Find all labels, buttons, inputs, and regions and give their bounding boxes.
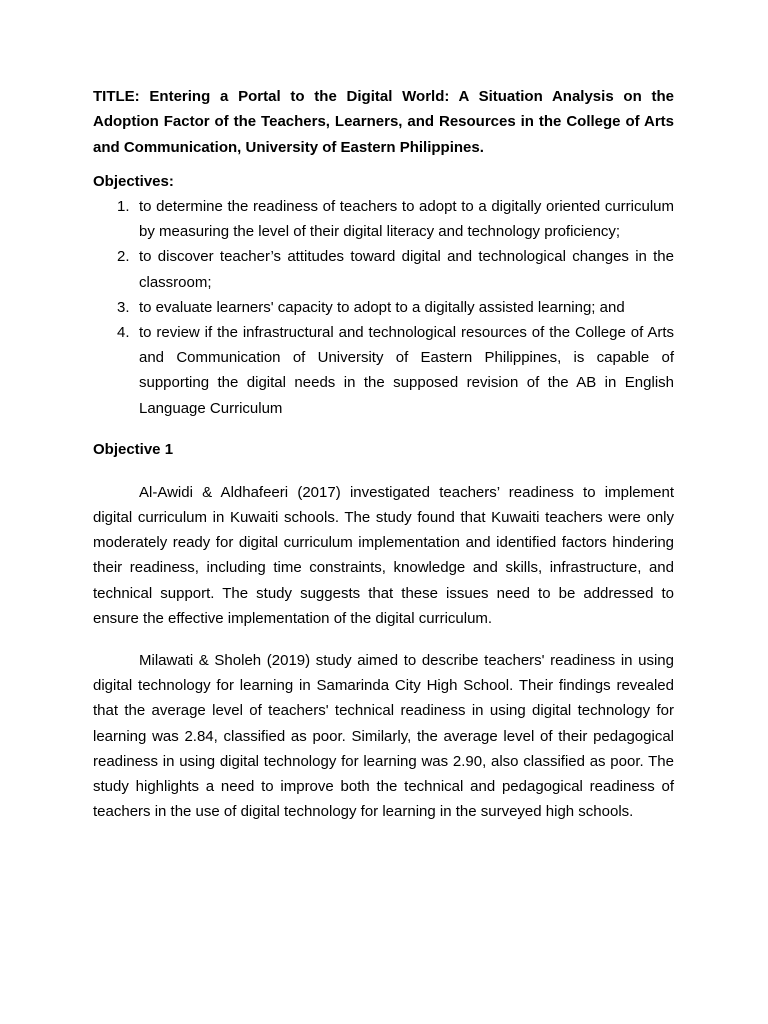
objective-1-heading: Objective 1 (93, 440, 174, 458)
objective-text: to determine the readiness of teachers to adopt to a digitally oriented curriculum by measuring the level of their digital literacy and technology proficiency; (139, 197, 674, 241)
objectives-list (93, 194, 674, 421)
objectives-heading: Objectives: (93, 172, 174, 190)
objective-number: 4. (117, 323, 130, 341)
objective-item (93, 194, 674, 244)
document-page (93, 84, 674, 824)
objective-item (93, 295, 674, 320)
objective-number: 2. (117, 248, 130, 266)
objective-item (93, 244, 674, 294)
objective-item (93, 320, 674, 421)
objective-text: to discover teacher’s attitudes toward digital and technological changes in the classroom; (139, 248, 674, 291)
objective-text: to review if the infrastructural and technological resources of the College of Arts and Communication of University of Eastern Philippines, is capable of supporting the digital needs in the supposed revision of the AB in English Language Curriculum (139, 323, 674, 417)
body-paragraph: Milawati & Sholeh (2019) study aimed to describe teachers' readiness in using digital technology for learning in Samarinda City High School. Their findings revealed that the average level of teachers' technical readiness in using digital technology for learning was 2.84, classified as poor. Similarly, the average level of their pedagogical readiness in using digital technology for learning was 2.90, also classified as poor. The study highlights a need to improve both the technical and pedagogical readiness of teachers in the use of digital technology for learning in the surveyed high schools. (93, 651, 674, 821)
objective-number: 3. (117, 298, 130, 316)
objective-number: 1. (117, 197, 130, 215)
objective-text: to evaluate learners' capacity to adopt to a digitally assisted learning; and (139, 298, 625, 316)
document-title: TITLE: Entering a Portal to the Digital World: A Situation Analysis on the Adoption Factor of the Teachers, Learners, and Resources in the College of Arts and Communication, University of Eastern Philippines. (93, 88, 674, 156)
body-paragraph: Al-Awidi & Aldhafeeri (2017) investigated teachers’ readiness to implement digital curriculum in Kuwaiti schools. The study found that Kuwaiti teachers were only moderately ready for digital curriculum implementation and identified factors hindering their readiness, including time constraints, knowledge and skills, infrastructure, and technical support. The study suggests that these issues need to be addressed to ensure the effective implementation of the digital curriculum. (93, 483, 674, 627)
